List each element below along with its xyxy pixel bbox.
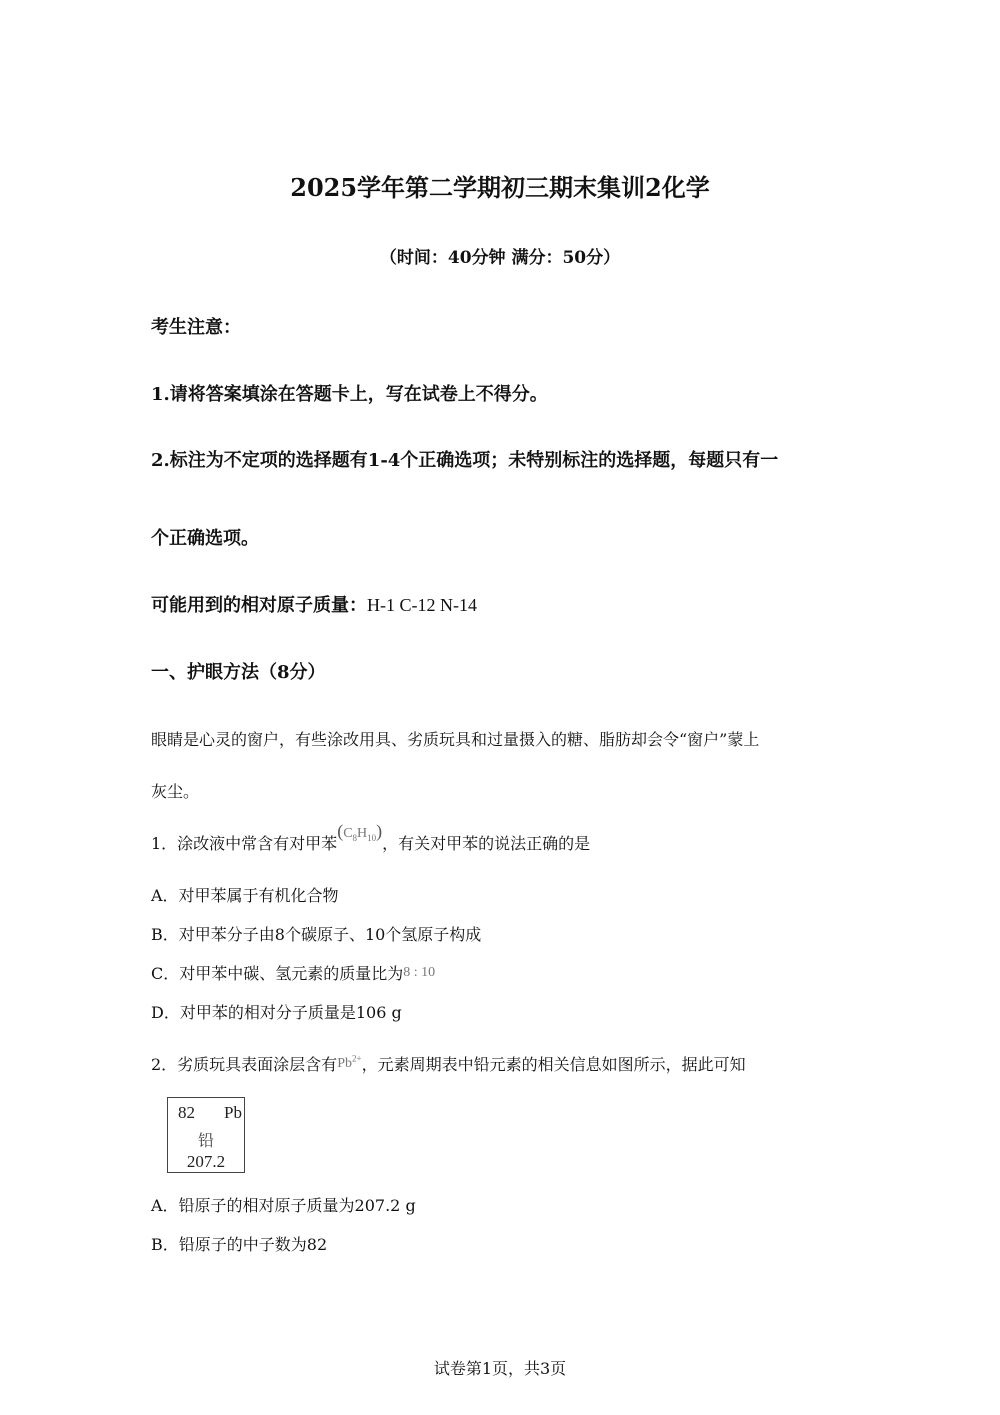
notice-item-1: 1.请将答案填涂在答题卡上，写在试卷上不得分。 (151, 384, 548, 405)
atomic-mass-label: 可能用到的相对原子质量： (151, 595, 367, 616)
exam-time-and-score: （时间：40分钟 满分：50分） (379, 248, 621, 268)
atomic-mass-values: H-1 C-12 N-14 (367, 595, 477, 615)
section-1-intro-line-2: 灰尘。 (151, 782, 200, 801)
section-1-intro-line-1: 眼睛是心灵的窗户，有些涂改用具、劣质玩具和过量摄入的糖、脂肪却会令“窗户”蒙上 (151, 730, 760, 749)
notice-heading: 考生注意： (151, 317, 241, 338)
question-1-option-a: A．对甲苯属于有机化合物 (151, 886, 339, 905)
question-1-stem-prefix: 1．涂改液中常含有对甲苯 (151, 834, 338, 853)
relative-atomic-mass: 207.2 (186, 1152, 226, 1171)
question-1-stem (151, 821, 591, 855)
question-1-option-c (151, 961, 435, 984)
question-2-stem-prefix: 2．劣质玩具表面涂层含有 (151, 1055, 338, 1074)
question-1-option-d: D．对甲苯的相对分子质量是106 g (151, 1003, 402, 1022)
atomic-mass-line (151, 591, 477, 617)
question-1-stem-suffix: ，有关对甲苯的说法正确的是 (382, 834, 591, 853)
periodic-table-cell-lead (167, 1097, 245, 1173)
question-2-stem-suffix: ，元素周期表中铅元素的相关信息如图所示，据此可知 (361, 1055, 746, 1074)
element-name: 铅 (197, 1131, 214, 1150)
page-footer: 试卷第1页，共3页 (433, 1359, 567, 1378)
section-1-heading: 一、护眼方法（8分） (151, 662, 326, 683)
atomic-number: 82 (178, 1103, 195, 1122)
mass-ratio: 8 : 10 (403, 965, 436, 980)
question-1-option-c-text: C．对甲苯中碳、氢元素的质量比为 (151, 964, 404, 983)
exam-title: 2025学年第二学期初三期末集训2化学 (290, 173, 710, 202)
formula-c8h10: $(C_8H_{10})$ (337, 821, 383, 843)
question-2-stem (151, 1052, 746, 1075)
question-2-option-b: B．铅原子的中子数为82 (151, 1235, 328, 1254)
notice-item-2-line-2: 个正确选项。 (151, 528, 259, 549)
question-2-option-a: A．铅原子的相对原子质量为207.2 g (151, 1196, 416, 1215)
element-symbol: Pb (224, 1103, 242, 1122)
notice-item-2-line-1: 2.标注为不定项的选择题有1-4个正确选项；未特别标注的选择题，每题只有一 (151, 450, 779, 471)
question-1-option-b: B．对甲苯分子由8个碳原子、10个氢原子构成 (151, 925, 482, 944)
lead-ion: $Pb^{2+}$ (337, 1053, 362, 1071)
